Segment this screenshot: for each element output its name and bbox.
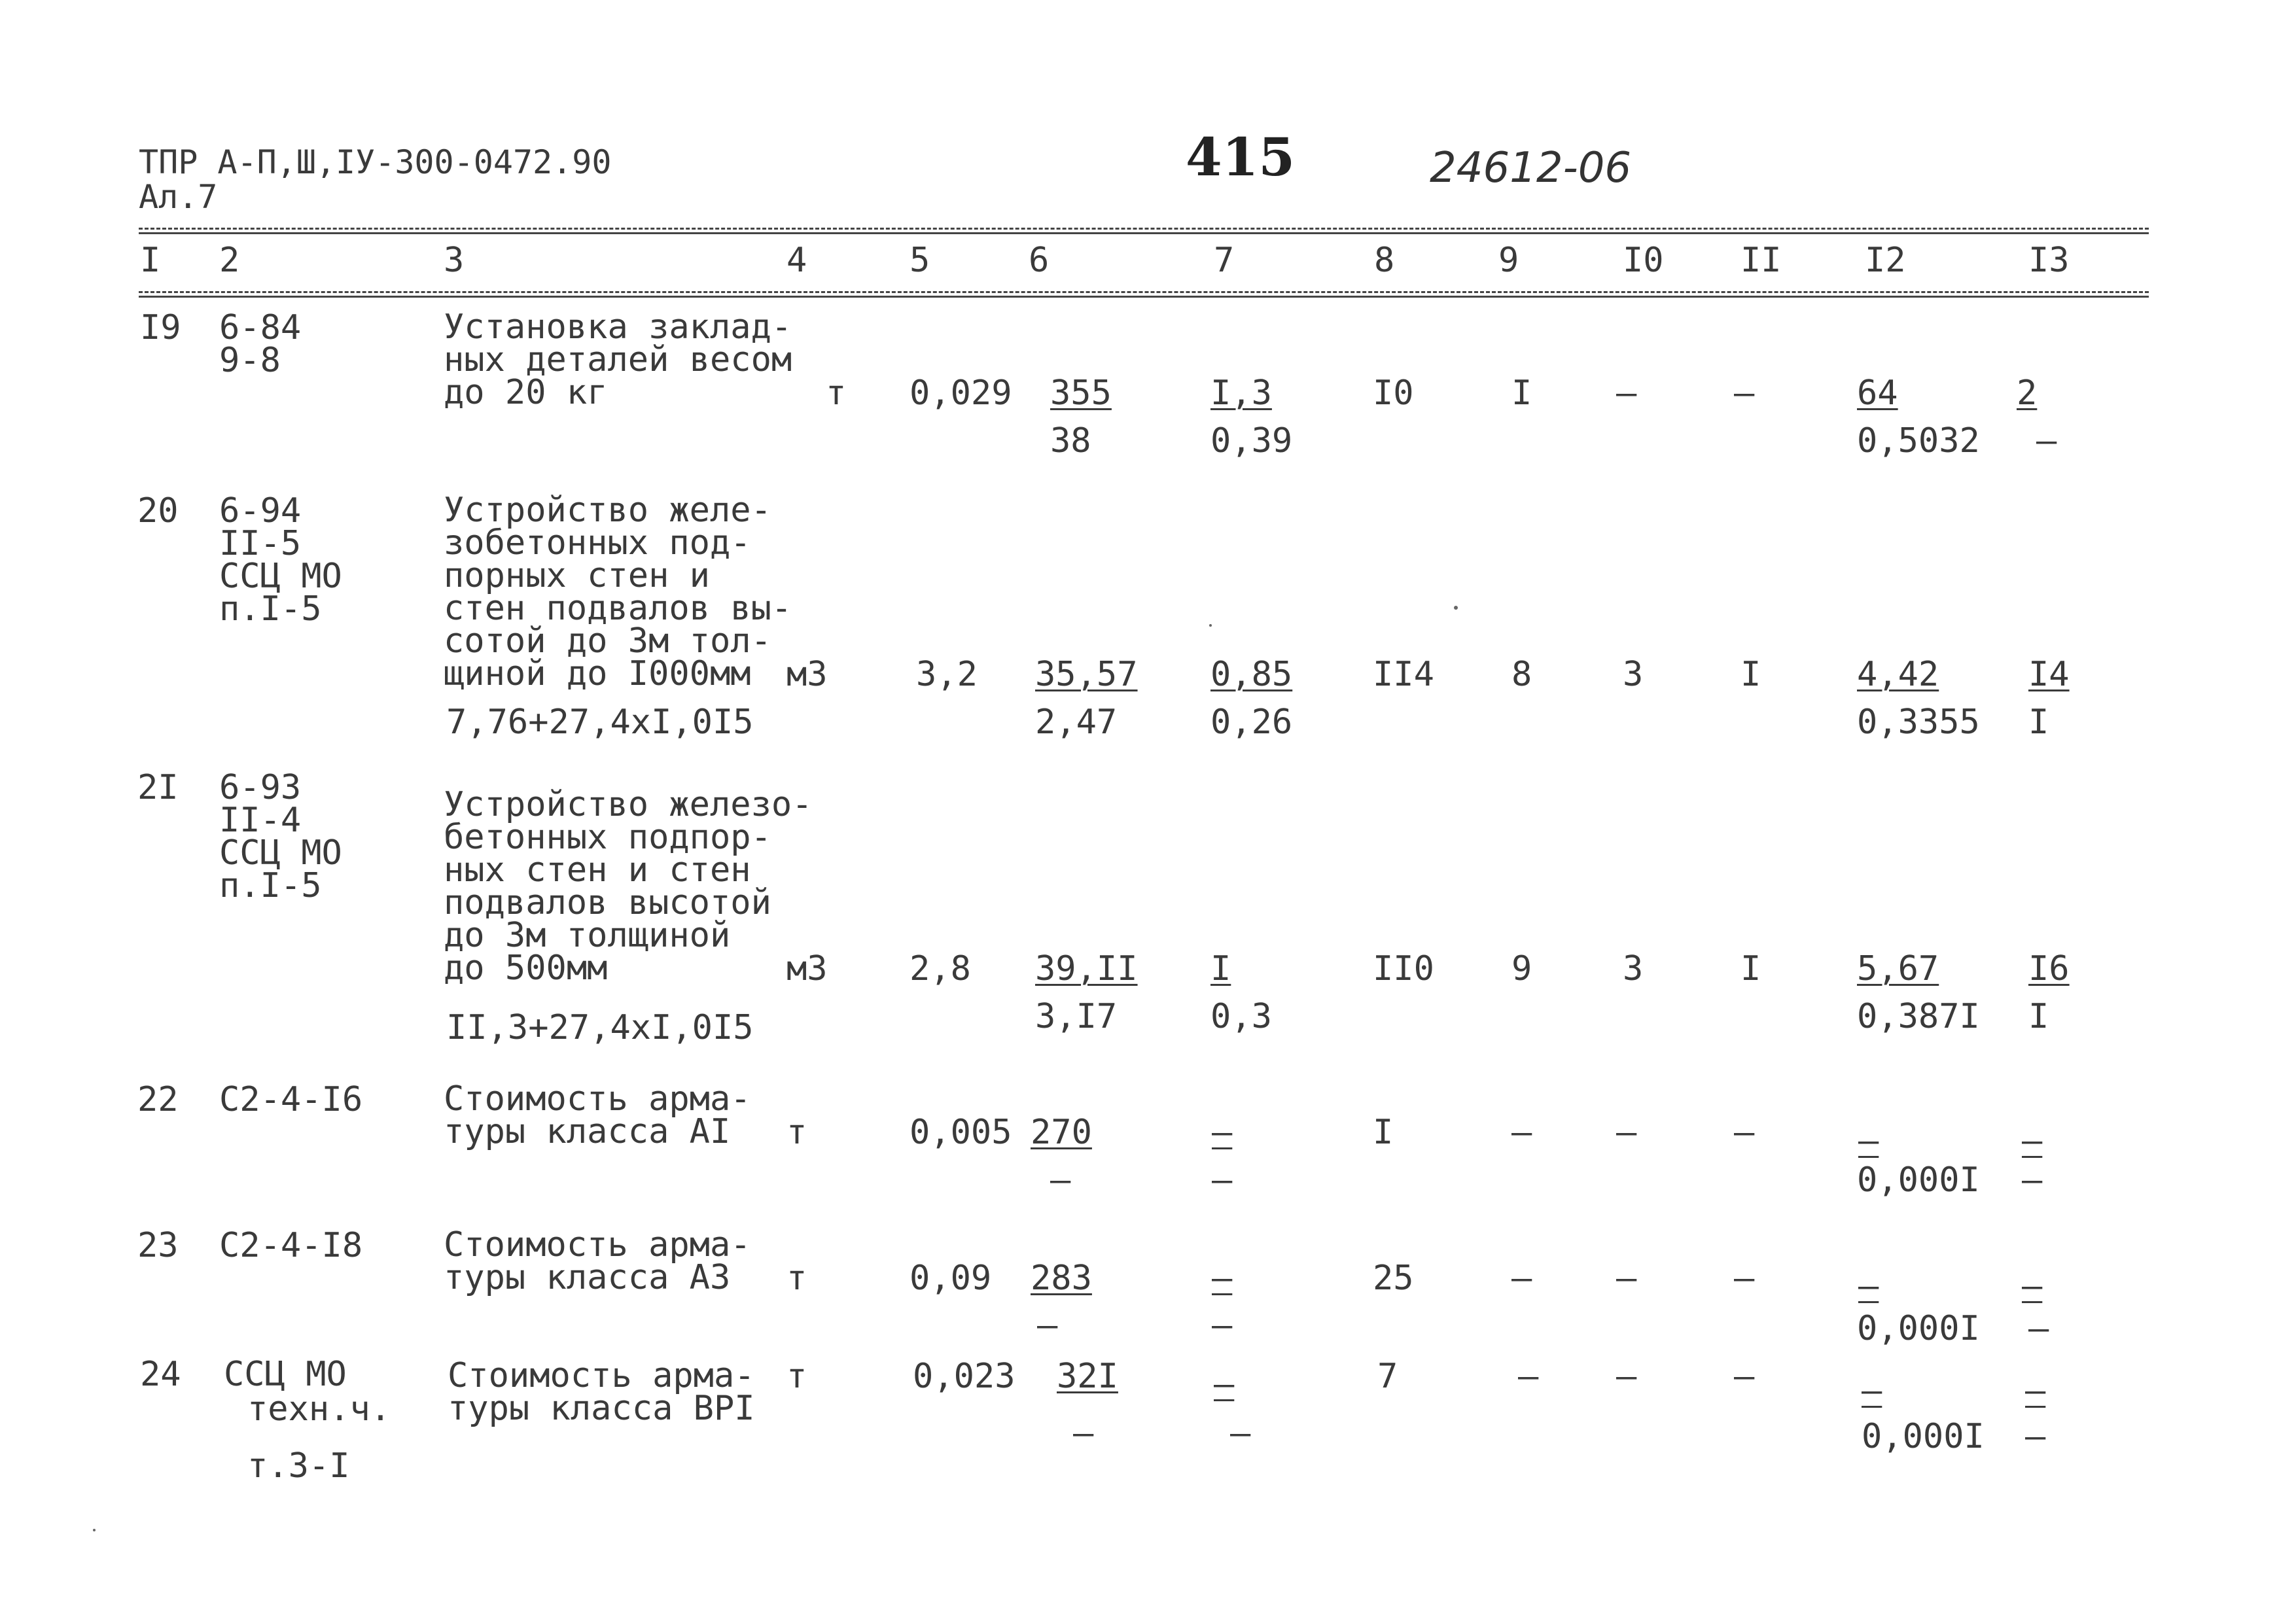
col13-value: 2 (2017, 374, 2038, 413)
column-header: 4 (786, 241, 807, 280)
col9-value: – (1511, 1113, 1532, 1152)
unit: м3 (786, 949, 828, 988)
header-rule-bottom-2 (139, 296, 2149, 298)
col7-subvalue: 0,26 (1210, 703, 1293, 742)
description-line: туры класса АI (444, 1112, 731, 1151)
col12-subvalue: 0,3355 (1857, 703, 1980, 742)
column-header: 8 (1374, 241, 1395, 280)
col12-subvalue: 0,000I (1857, 1309, 1980, 1348)
unit: т (786, 1357, 807, 1396)
description-line: бетонных подпор- (444, 818, 771, 857)
reference-line: 6-84 (219, 308, 302, 347)
col10-value: – (1616, 374, 1637, 413)
col12-subvalue: 0,000I (1857, 1161, 1980, 1200)
column-header: I0 (1623, 241, 1664, 280)
col6-subvalue: – (1050, 1161, 1071, 1200)
description-line: туры класса А3 (444, 1258, 731, 1297)
reference-line: ССЦ МО (219, 557, 342, 596)
col13-subvalue: – (2028, 1309, 2049, 1348)
col12-value: 5,67 (1857, 949, 1939, 988)
quantity: 3,2 (916, 655, 978, 694)
col8-value: II0 (1373, 949, 1434, 988)
reference-line: 6-94 (219, 491, 302, 531)
column-header: 7 (1214, 241, 1235, 280)
column-header: 2 (219, 241, 240, 280)
col7-subvalue: – (1212, 1306, 1233, 1345)
row-number: 2I (137, 768, 179, 807)
col7-value: I (1210, 949, 1231, 988)
column-header: I2 (1865, 241, 1906, 280)
col7-value: I,3 (1210, 374, 1272, 413)
description-line: ных деталей весом (444, 340, 792, 379)
col7-value: – (1212, 1259, 1233, 1298)
reference-line: С2-4-I6 (219, 1080, 363, 1119)
row-number: 22 (137, 1080, 179, 1119)
col8-value: 25 (1373, 1259, 1414, 1298)
col7-value: – (1212, 1113, 1233, 1152)
col6-value: 355 (1050, 374, 1112, 413)
reference-line: С2-4-I8 (219, 1226, 363, 1265)
scan-speck (1454, 606, 1458, 610)
col7-subvalue: – (1212, 1161, 1233, 1200)
col11-value: – (1734, 374, 1755, 413)
col10-value: – (1616, 1113, 1637, 1152)
column-header: 6 (1029, 241, 1050, 280)
col13-subvalue: I (2028, 997, 2049, 1036)
col11-value: I (1740, 655, 1761, 694)
description-line: Стоимость арма- (444, 1079, 751, 1119)
col7-subvalue: – (1230, 1414, 1251, 1453)
document-code: ТПР А-П,Ш,IУ-300-0472.90 (139, 143, 612, 181)
reference-line: т.3-I (247, 1446, 350, 1486)
col7-value: 0,85 (1210, 655, 1293, 694)
col8-value: 7 (1377, 1357, 1398, 1396)
description-line: подвалов высотой (444, 883, 771, 922)
handwritten-doc-number: 24612-06 (1430, 144, 1632, 192)
quantity: 0,09 (910, 1259, 992, 1298)
col13-subvalue: – (2036, 421, 2057, 461)
album-label: Ал.7 (139, 178, 218, 216)
reference-line: ССЦ МО (224, 1355, 347, 1394)
unit: м3 (786, 655, 828, 694)
description-line: до 500мм (444, 949, 608, 988)
col10-value: – (1616, 1357, 1637, 1396)
col12-value: 4,42 (1857, 655, 1939, 694)
col6-subvalue: – (1073, 1414, 1094, 1453)
col13-value: – (2025, 1371, 2046, 1410)
column-header: 3 (444, 241, 465, 280)
row-number: 20 (137, 491, 179, 531)
col13-subvalue: – (2025, 1417, 2046, 1456)
col11-value: – (1734, 1113, 1755, 1152)
header-rule-top-2 (139, 232, 2149, 234)
col13-value: – (2022, 1266, 2043, 1306)
header-rule-bottom (139, 291, 2149, 293)
description-line: туры класса ВРI (448, 1389, 755, 1428)
reference-line: техн.ч. (247, 1389, 391, 1429)
col12-subvalue: 0,000I (1862, 1417, 1985, 1456)
col12-subvalue: 0,5032 (1857, 421, 1980, 461)
reference-line: п.I-5 (219, 589, 322, 629)
description-line: порных стен и (444, 556, 710, 595)
col12-value: 64 (1857, 374, 1898, 413)
column-header: I3 (2028, 241, 2070, 280)
col9-value: 8 (1511, 655, 1532, 694)
reference-line: II-4 (219, 801, 302, 840)
col12-value: – (1858, 1266, 1879, 1306)
col6-subvalue: 2,47 (1035, 703, 1118, 742)
description-line: сотой до 3м тол- (444, 621, 771, 661)
unit: т (786, 1113, 807, 1152)
reference-line: ССЦ МО (219, 833, 342, 873)
description-line: Стоимость арма- (444, 1225, 751, 1265)
column-header: 5 (910, 241, 930, 280)
column-header: II (1740, 241, 1782, 280)
col10-value: – (1616, 1259, 1637, 1298)
quantity: 2,8 (910, 949, 971, 988)
calculation-formula: II,3+27,4хI,0I5 (446, 1008, 754, 1047)
col7-subvalue: 0,39 (1210, 421, 1293, 461)
col8-value: II4 (1373, 655, 1434, 694)
description-line: Установка заклад- (444, 307, 792, 347)
col9-value: I (1511, 374, 1532, 413)
col6-value: 270 (1031, 1113, 1092, 1152)
col9-value: 9 (1511, 949, 1532, 988)
col11-value: – (1734, 1259, 1755, 1298)
header-rule-top (139, 228, 2149, 230)
unit: т (826, 374, 847, 413)
col6-subvalue: 3,I7 (1035, 997, 1118, 1036)
unit: т (786, 1259, 807, 1298)
col10-value: 3 (1623, 949, 1644, 988)
quantity: 0,029 (910, 374, 1012, 413)
col13-subvalue: I (2028, 703, 2049, 742)
reference-line: 6-93 (219, 768, 302, 807)
reference-line: 9-8 (219, 341, 281, 380)
col13-value: I4 (2028, 655, 2070, 694)
description-line: до 3м толщиной (444, 916, 731, 955)
col9-value: – (1518, 1357, 1539, 1396)
row-number: 24 (140, 1355, 181, 1394)
description-line: ных стен и стен (444, 850, 751, 890)
col12-value: – (1858, 1121, 1879, 1161)
col6-subvalue: 38 (1050, 421, 1091, 461)
quantity: 0,023 (913, 1357, 1016, 1396)
description-line: щиной до I000мм (444, 654, 751, 693)
col6-value: 283 (1031, 1259, 1092, 1298)
col11-value: – (1734, 1357, 1755, 1396)
page-number: 415 (1186, 126, 1295, 188)
col11-value: I (1740, 949, 1761, 988)
col6-value: 35,57 (1035, 655, 1138, 694)
row-number: 23 (137, 1226, 179, 1265)
col8-value: I (1373, 1113, 1394, 1152)
col6-value: 32I (1057, 1357, 1118, 1396)
col7-value: – (1214, 1365, 1235, 1404)
quantity: 0,005 (910, 1113, 1012, 1152)
column-header: 9 (1498, 241, 1519, 280)
col9-value: – (1511, 1259, 1532, 1298)
scan-speck (93, 1529, 96, 1531)
col6-subvalue: – (1037, 1306, 1058, 1345)
col13-value: I6 (2028, 949, 2070, 988)
calculation-formula: 7,76+27,4хI,0I5 (446, 703, 754, 742)
col10-value: 3 (1623, 655, 1644, 694)
scan-speck (1209, 624, 1212, 627)
reference-line: п.I-5 (219, 866, 322, 905)
description-line: Устройство желе- (444, 491, 771, 530)
col12-value: – (1862, 1371, 1882, 1410)
col6-value: 39,II (1035, 949, 1138, 988)
row-number: I9 (140, 308, 181, 347)
description-line: зобетонных под- (444, 523, 751, 563)
reference-line: II-5 (219, 524, 302, 563)
description-line: Стоимость арма- (448, 1356, 755, 1395)
col12-subvalue: 0,387I (1857, 997, 1980, 1036)
col13-value: – (2022, 1121, 2043, 1161)
col13-subvalue: – (2022, 1161, 2043, 1200)
col7-subvalue: 0,3 (1210, 997, 1272, 1036)
description-line: стен подвалов вы- (444, 589, 792, 628)
col8-value: I0 (1373, 374, 1414, 413)
description-line: Устройство железо- (444, 785, 813, 824)
description-line: до 20 кг (444, 373, 608, 412)
column-header: I (140, 241, 161, 280)
